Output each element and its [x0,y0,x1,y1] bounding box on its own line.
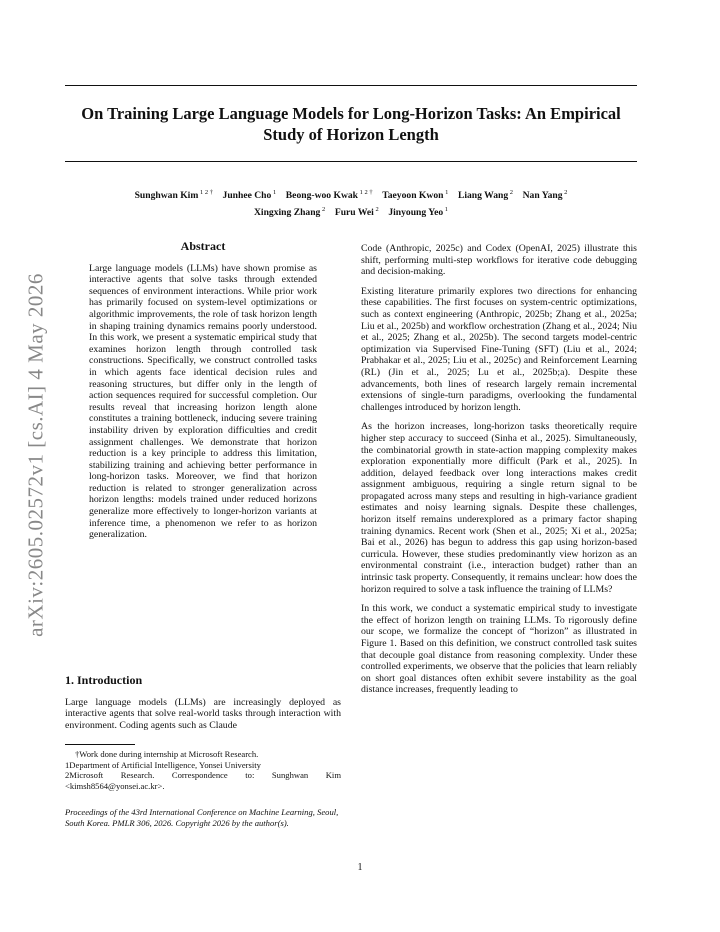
author-affiliation-mark: 1 [271,189,277,196]
author-name: Xingxing Zhang [253,207,321,219]
title-top-rule [65,85,637,86]
abstract-heading: Abstract [180,239,226,253]
footnote-work-note: †Work done during internship at Microsoft Research. [75,749,259,759]
introduction-heading: 1. Introduction [65,673,143,687]
intro-paragraph-4: In this work, we conduct a systematic empirical study to investigate the effect of horizon length on training LLMs. To rigorously define our scope, we formalize the concept of “horizon” as illustrated in Figure 1. Based on this definition, we construct controlled task suites that decouple goal distance from reasoning complexity. Under these controlled experiments, we observe that the policies that learn reliably on short goal distances often exhibit severe instability as the goal distance increases, frequently leading to [361,603,637,696]
author-affiliation-mark: 1 2 † [358,189,373,196]
footnote-affiliation-1: 1Department of Artificial Intelligence, Yonsei University [65,759,261,770]
abstract-text: Large language models (LLMs) have shown promise as interactive agents that solve tasks through extended sequences of environment interactions. While prior work has primarily focused on system-level optimizations or algorithmic improvements, the role of task horizon length in shaping training dynamics remains poorly understood. In this work, we present a systematic empirical study that examines horizon length through controlled task constructions. Specifically, we construct controlled tasks in which agents face identical decision rules and reasoning structures, but differ only in the length of action sequences required for successful completion. Our results reveal that increasing horizon length alone constitutes a training bottleneck, inducing severe training instability driven by exploration difficulties and credit assignment challenges. We demonstrate that horizon reduction is a key principle to address this limitation, stabilizing training and achieving better performance in long-horizon tasks. Moreover, we find that horizon reduction is related to stronger generalization across horizon lengths: models trained under reduced horizons generalize more effectively to longer-horizon variants at inference time, a phenomenon we refer to as horizon generalization. [89,262,317,541]
author-affiliation-mark: 2 [562,189,568,196]
author-affiliation-mark: 2 [508,189,514,196]
author-affiliation-mark: 2 [320,206,326,214]
introduction-section [65,675,341,731]
page-number: 1 [357,862,363,873]
author-list [65,186,637,220]
intro-paragraph-continued: Code (Anthropic, 2025c) and Codex (OpenAI, 2025) illustrate this shift, performing multi-step workflows for iterative code debugging and decision-making. [361,243,637,278]
intro-paragraph-2: Existing literature primarily explores two directions for enhancing these capabilities. The first focuses on system-centric optimizations, such as context engineering (Anthropic, 2025b; Zhang et al., 2025a; Liu et al., 2025b) and workflow orchestration (Zhang et al., 2024; Niu et al., 2025; Zhang et al., 2025b). The second targets model-centric optimization via Supervised Fine-Tuning (SFT) (Liu et al., 2024; Prabhakar et al., 2025; Liu et al., 2025c) and Reinforcement Learning (RL) (Jin et al., 2025; Lu et al., 2025b;a). Despite these advancements, both lines of research largely remain incremental extensions of single-turn paradigms, overlooking the fundamental challenges introduced by horizon length. [361,285,637,413]
author-affiliation-mark: 1 [443,206,449,214]
arxiv-identifier-text: arXiv:2605.02572v1 [cs.AI] 4 May 2026 [23,273,48,637]
author-affiliation-mark: 1 [443,189,449,196]
introduction-paragraph-1: Large language models (LLMs) are increasingly deployed as interactive agents that solve real-world tasks through interaction with environment. Coding agents such as Claude [65,696,341,731]
author-affiliation-mark: 2 [373,206,379,214]
author-affiliation-mark: 1 2 † [198,189,213,196]
author-name: Sunghwan Kim [134,190,199,202]
author-name: Taeyoon Kwon [382,190,444,202]
author-line-1 [65,186,637,203]
title-bottom-rule [65,161,637,162]
left-column [65,241,341,541]
proceedings-text: Proceedings of the 43rd International Conference on Machine Learning, Seoul, South Korea. PMLR 306, 2026. Copyright 2026 by the author(s). [65,807,339,828]
author-name: Furu Wei [334,207,374,219]
intro-paragraph-3: As the horizon increases, long-horizon tasks theoretically require higher step accuracy to succeed (Sinha et al., 2025). Simultaneously, the combinatorial growth in state-action mapping complexity makes exploration exponentially more difficult (Park et al., 2025). In addition, delayed feedback over long interactions makes credit assignment ambiguous, requiring a single return signal to be propagated across many steps and resulting in high-variance gradient estimates and noisy learning signals. Despite these challenges, horizon itself remains underexplored as a primary factor shaping training dynamics. Recent work (Shen et al., 2025; Xi et al., 2025a; Bai et al., 2026) has begun to address this gap using horizon-based curricula. However, these studies predominantly view horizon as an environmental constraint (i.e., interaction budget) rather than an intrinsic task property. Consequently, it remains unclear: how does the horizon required to solve a task influence the training of LLMs? [361,421,637,595]
footnote-affiliation-2: 2Microsoft Research. Correspondence to: Sunghwan Kim <kimsh8564@yonsei.ac.kr>. [65,770,341,791]
author-name: Nan Yang [522,190,563,202]
footnote [65,749,341,791]
author-name: Junhee Cho [222,190,272,202]
paper-title: On Training Large Language Models for Long-Horizon Tasks: An Empirical Study of Horizon Length [81,104,621,144]
proceedings-note [65,807,341,828]
author-name: Beong-woo Kwak [285,190,359,202]
author-name: Liang Wang [457,190,509,202]
author-line-2 [65,203,637,220]
author-name: Jinyoung Yeo [388,207,444,219]
right-column [361,243,637,696]
footnote-rule [65,744,135,745]
